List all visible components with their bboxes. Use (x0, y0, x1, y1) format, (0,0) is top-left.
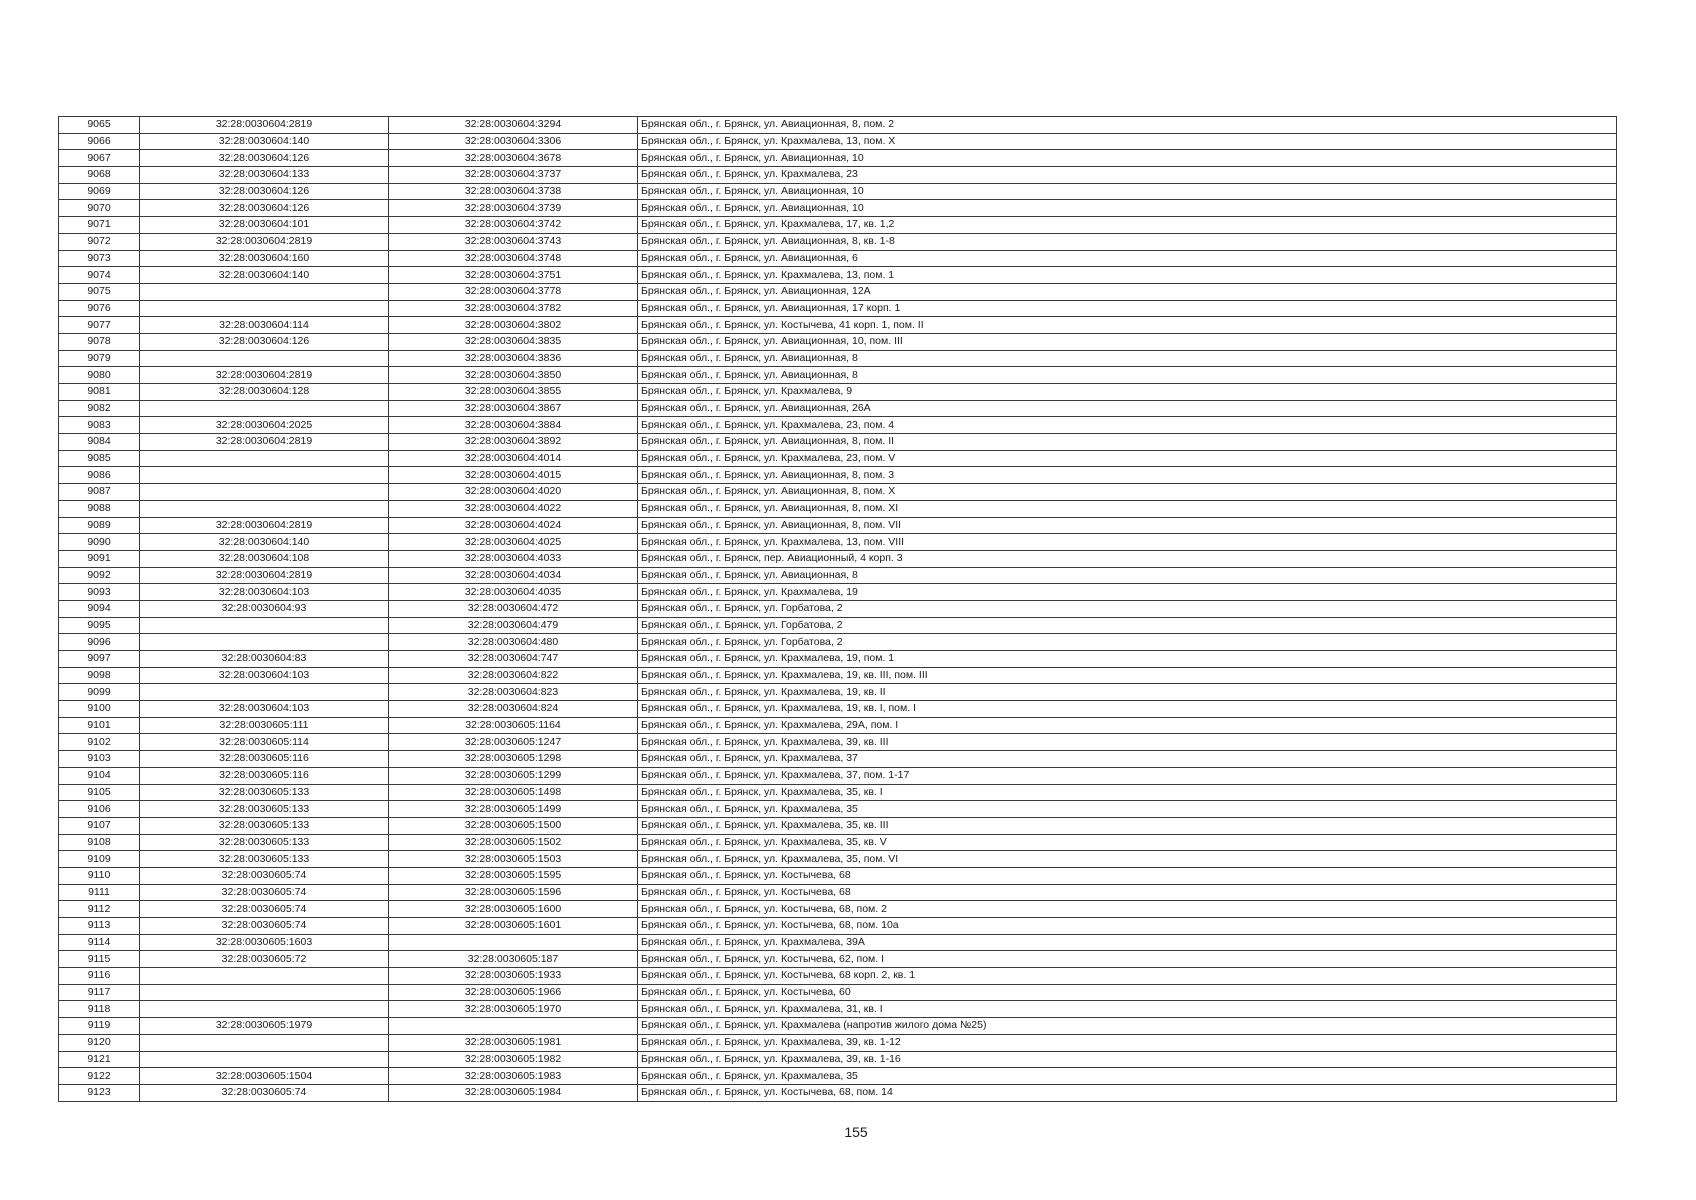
table-row (59, 333, 1617, 350)
table-row (59, 984, 1617, 1001)
object-cadastral-number-cell: 32:28:0030605:1500 (389, 817, 638, 834)
land-cadastral-number-cell: 32:28:0030605:74 (140, 1084, 389, 1101)
row-number-cell: 9100 (59, 701, 140, 718)
address-cell: Брянская обл., г. Брянск, ул. Костычева, 68 (638, 867, 1617, 884)
land-cadastral-number-cell (140, 283, 389, 300)
row-number-cell: 9104 (59, 767, 140, 784)
table-row (59, 183, 1617, 200)
row-number-cell: 9070 (59, 200, 140, 217)
row-number-cell: 9099 (59, 684, 140, 701)
table-row (59, 968, 1617, 985)
object-cadastral-number-cell: 32:28:0030605:1970 (389, 1001, 638, 1018)
row-number-cell: 9071 (59, 217, 140, 234)
address-cell: Брянская обл., г. Брянск, ул. Горбатова, 2 (638, 634, 1617, 651)
table-row (59, 901, 1617, 918)
row-number-cell: 9089 (59, 517, 140, 534)
address-cell: Брянская обл., г. Брянск, ул. Авиационная, 10 (638, 200, 1617, 217)
address-cell: Брянская обл., г. Брянск, пер. Авиационный, 4 корп. 3 (638, 550, 1617, 567)
address-cell: Брянская обл., г. Брянск, ул. Авиационная, 8, пом. X (638, 484, 1617, 501)
row-number-cell: 9076 (59, 300, 140, 317)
land-cadastral-number-cell: 32:28:0030605:116 (140, 767, 389, 784)
table-row (59, 117, 1617, 134)
object-cadastral-number-cell: 32:28:0030604:3738 (389, 183, 638, 200)
row-number-cell: 9085 (59, 450, 140, 467)
table-row (59, 651, 1617, 668)
land-cadastral-number-cell (140, 484, 389, 501)
table-row (59, 1068, 1617, 1085)
row-number-cell: 9123 (59, 1084, 140, 1101)
address-cell: Брянская обл., г. Брянск, ул. Горбатова, 2 (638, 617, 1617, 634)
object-cadastral-number-cell: 32:28:0030604:4015 (389, 467, 638, 484)
land-cadastral-number-cell: 32:28:0030605:111 (140, 717, 389, 734)
row-number-cell: 9093 (59, 584, 140, 601)
table-row (59, 434, 1617, 451)
land-cadastral-number-cell: 32:28:0030604:2025 (140, 417, 389, 434)
address-cell: Брянская обл., г. Брянск, ул. Авиационная, 8 (638, 567, 1617, 584)
land-cadastral-number-cell: 32:28:0030604:2819 (140, 367, 389, 384)
row-number-cell: 9092 (59, 567, 140, 584)
row-number-cell: 9068 (59, 167, 140, 184)
land-cadastral-number-cell: 32:28:0030604:103 (140, 667, 389, 684)
table-row (59, 484, 1617, 501)
table-row (59, 884, 1617, 901)
object-cadastral-number-cell: 32:28:0030604:3743 (389, 233, 638, 250)
land-cadastral-number-cell: 32:28:0030605:72 (140, 951, 389, 968)
row-number-cell: 9117 (59, 984, 140, 1001)
object-cadastral-number-cell: 32:28:0030604:3678 (389, 150, 638, 167)
table-row (59, 550, 1617, 567)
land-cadastral-number-cell: 32:28:0030604:126 (140, 200, 389, 217)
address-cell: Брянская обл., г. Брянск, ул. Авиационная, 8 (638, 350, 1617, 367)
land-cadastral-number-cell: 32:28:0030604:140 (140, 267, 389, 284)
row-number-cell: 9083 (59, 417, 140, 434)
table-row (59, 684, 1617, 701)
address-cell: Брянская обл., г. Брянск, ул. Крахмалева, 23, пом. V (638, 450, 1617, 467)
row-number-cell: 9094 (59, 600, 140, 617)
object-cadastral-number-cell: 32:28:0030604:3294 (389, 117, 638, 134)
object-cadastral-number-cell: 32:28:0030605:1983 (389, 1068, 638, 1085)
table-row (59, 867, 1617, 884)
table-row (59, 617, 1617, 634)
table-row (59, 300, 1617, 317)
object-cadastral-number-cell: 32:28:0030604:822 (389, 667, 638, 684)
address-cell: Брянская обл., г. Брянск, ул. Крахмалева, 39, кв. III (638, 734, 1617, 751)
row-number-cell: 9107 (59, 817, 140, 834)
row-number-cell: 9103 (59, 751, 140, 768)
object-cadastral-number-cell: 32:28:0030604:3884 (389, 417, 638, 434)
object-cadastral-number-cell: 32:28:0030605:1984 (389, 1084, 638, 1101)
address-cell: Брянская обл., г. Брянск, ул. Авиационная, 10 (638, 183, 1617, 200)
table-row (59, 1001, 1617, 1018)
row-number-cell: 9082 (59, 400, 140, 417)
object-cadastral-number-cell: 32:28:0030605:1981 (389, 1034, 638, 1051)
row-number-cell: 9105 (59, 784, 140, 801)
object-cadastral-number-cell: 32:28:0030605:1982 (389, 1051, 638, 1068)
land-cadastral-number-cell: 32:28:0030604:103 (140, 584, 389, 601)
object-cadastral-number-cell: 32:28:0030604:3782 (389, 300, 638, 317)
row-number-cell: 9080 (59, 367, 140, 384)
land-cadastral-number-cell: 32:28:0030604:93 (140, 600, 389, 617)
table-row (59, 784, 1617, 801)
address-cell: Брянская обл., г. Брянск, ул. Костычева, 68, пом. 14 (638, 1084, 1617, 1101)
object-cadastral-number-cell: 32:28:0030605:1595 (389, 867, 638, 884)
address-cell: Брянская обл., г. Брянск, ул. Авиационная, 8, пом. 2 (638, 117, 1617, 134)
land-cadastral-number-cell: 32:28:0030604:101 (140, 217, 389, 234)
land-cadastral-number-cell: 32:28:0030605:1603 (140, 934, 389, 951)
object-cadastral-number-cell: 32:28:0030604:747 (389, 651, 638, 668)
table-row (59, 250, 1617, 267)
row-number-cell: 9090 (59, 534, 140, 551)
table-row (59, 400, 1617, 417)
object-cadastral-number-cell: 32:28:0030605:1502 (389, 834, 638, 851)
object-cadastral-number-cell: 32:28:0030605:1966 (389, 984, 638, 1001)
address-cell: Брянская обл., г. Брянск, ул. Крахмалева, 31, кв. I (638, 1001, 1617, 1018)
object-cadastral-number-cell: 32:28:0030604:472 (389, 600, 638, 617)
object-cadastral-number-cell: 32:28:0030604:4024 (389, 517, 638, 534)
address-cell: Брянская обл., г. Брянск, ул. Авиационная, 8, пом. II (638, 434, 1617, 451)
table-row (59, 600, 1617, 617)
row-number-cell: 9078 (59, 333, 140, 350)
object-cadastral-number-cell: 32:28:0030604:3751 (389, 267, 638, 284)
address-cell: Брянская обл., г. Брянск, ул. Крахмалева, 35, кв. I (638, 784, 1617, 801)
registry-table (58, 116, 1617, 1102)
table-row (59, 717, 1617, 734)
row-number-cell: 9113 (59, 918, 140, 935)
row-number-cell: 9115 (59, 951, 140, 968)
object-cadastral-number-cell: 32:28:0030605:1299 (389, 767, 638, 784)
object-cadastral-number-cell: 32:28:0030604:4034 (389, 567, 638, 584)
address-cell: Брянская обл., г. Брянск, ул. Крахмалева, 35, кв. III (638, 817, 1617, 834)
table-row (59, 517, 1617, 534)
table-row (59, 1084, 1617, 1101)
object-cadastral-number-cell: 32:28:0030604:3850 (389, 367, 638, 384)
address-cell: Брянская обл., г. Брянск, ул. Костычева, 68 (638, 884, 1617, 901)
table-row (59, 701, 1617, 718)
address-cell: Брянская обл., г. Брянск, ул. Крахмалева, 39, кв. 1-16 (638, 1051, 1617, 1068)
table-row (59, 233, 1617, 250)
land-cadastral-number-cell: 32:28:0030605:116 (140, 751, 389, 768)
object-cadastral-number-cell: 32:28:0030604:3836 (389, 350, 638, 367)
address-cell: Брянская обл., г. Брянск, ул. Костычева, 41 корп. 1, пом. II (638, 317, 1617, 334)
object-cadastral-number-cell: 32:28:0030604:4033 (389, 550, 638, 567)
table-row (59, 1018, 1617, 1035)
land-cadastral-number-cell: 32:28:0030604:160 (140, 250, 389, 267)
table-row (59, 500, 1617, 517)
address-cell: Брянская обл., г. Брянск, ул. Авиационная, 12А (638, 283, 1617, 300)
table-row (59, 817, 1617, 834)
table-row (59, 317, 1617, 334)
land-cadastral-number-cell: 32:28:0030605:74 (140, 884, 389, 901)
address-cell: Брянская обл., г. Брянск, ул. Крахмалева, 19, кв. II (638, 684, 1617, 701)
object-cadastral-number-cell: 32:28:0030605:1164 (389, 717, 638, 734)
address-cell: Брянская обл., г. Брянск, ул. Крахмалева, 19, пом. 1 (638, 651, 1617, 668)
land-cadastral-number-cell (140, 617, 389, 634)
table-row (59, 567, 1617, 584)
address-cell: Брянская обл., г. Брянск, ул. Авиационная, 8, пом. XI (638, 500, 1617, 517)
table-row (59, 534, 1617, 551)
land-cadastral-number-cell (140, 450, 389, 467)
object-cadastral-number-cell: 32:28:0030605:1503 (389, 851, 638, 868)
object-cadastral-number-cell: 32:28:0030604:4014 (389, 450, 638, 467)
table-row (59, 801, 1617, 818)
land-cadastral-number-cell (140, 300, 389, 317)
object-cadastral-number-cell (389, 1018, 638, 1035)
row-number-cell: 9121 (59, 1051, 140, 1068)
row-number-cell: 9097 (59, 651, 140, 668)
object-cadastral-number-cell: 32:28:0030604:3748 (389, 250, 638, 267)
address-cell: Брянская обл., г. Брянск, ул. Крахмалева, 39, кв. 1-12 (638, 1034, 1617, 1051)
object-cadastral-number-cell: 32:28:0030605:1933 (389, 968, 638, 985)
table-row (59, 918, 1617, 935)
land-cadastral-number-cell: 32:28:0030605:74 (140, 867, 389, 884)
address-cell: Брянская обл., г. Брянск, ул. Крахмалева, 19, кв. III, пом. III (638, 667, 1617, 684)
table-row (59, 834, 1617, 851)
address-cell: Брянская обл., г. Брянск, ул. Крахмалева, 37 (638, 751, 1617, 768)
row-number-cell: 9086 (59, 467, 140, 484)
row-number-cell: 9072 (59, 233, 140, 250)
address-cell: Брянская обл., г. Брянск, ул. Крахмалева, 13, пом. X (638, 133, 1617, 150)
row-number-cell: 9118 (59, 1001, 140, 1018)
row-number-cell: 9098 (59, 667, 140, 684)
address-cell: Брянская обл., г. Брянск, ул. Крахмалева, 23, пом. 4 (638, 417, 1617, 434)
object-cadastral-number-cell: 32:28:0030604:3742 (389, 217, 638, 234)
land-cadastral-number-cell: 32:28:0030605:133 (140, 834, 389, 851)
object-cadastral-number-cell: 32:28:0030604:3737 (389, 167, 638, 184)
row-number-cell: 9084 (59, 434, 140, 451)
row-number-cell: 9067 (59, 150, 140, 167)
object-cadastral-number-cell: 32:28:0030605:1601 (389, 918, 638, 935)
land-cadastral-number-cell: 32:28:0030605:133 (140, 784, 389, 801)
land-cadastral-number-cell (140, 968, 389, 985)
address-cell: Брянская обл., г. Брянск, ул. Горбатова, 2 (638, 600, 1617, 617)
address-cell: Брянская обл., г. Брянск, ул. Авиационная, 8, кв. 1-8 (638, 233, 1617, 250)
land-cadastral-number-cell (140, 984, 389, 1001)
land-cadastral-number-cell: 32:28:0030604:103 (140, 701, 389, 718)
row-number-cell: 9102 (59, 734, 140, 751)
land-cadastral-number-cell: 32:28:0030604:2819 (140, 517, 389, 534)
object-cadastral-number-cell: 32:28:0030604:3739 (389, 200, 638, 217)
land-cadastral-number-cell: 32:28:0030604:126 (140, 150, 389, 167)
land-cadastral-number-cell: 32:28:0030604:133 (140, 167, 389, 184)
address-cell: Брянская обл., г. Брянск, ул. Авиационная, 10 (638, 150, 1617, 167)
table-row (59, 150, 1617, 167)
table-row (59, 667, 1617, 684)
object-cadastral-number-cell: 32:28:0030605:1247 (389, 734, 638, 751)
address-cell: Брянская обл., г. Брянск, ул. Авиационная, 8, пом. VII (638, 517, 1617, 534)
land-cadastral-number-cell (140, 400, 389, 417)
object-cadastral-number-cell: 32:28:0030604:824 (389, 701, 638, 718)
address-cell: Брянская обл., г. Брянск, ул. Крахмалева, 29А, пом. I (638, 717, 1617, 734)
object-cadastral-number-cell: 32:28:0030604:3867 (389, 400, 638, 417)
address-cell: Брянская обл., г. Брянск, ул. Крахмалева, 23 (638, 167, 1617, 184)
land-cadastral-number-cell: 32:28:0030604:108 (140, 550, 389, 567)
row-number-cell: 9119 (59, 1018, 140, 1035)
land-cadastral-number-cell (140, 1051, 389, 1068)
row-number-cell: 9096 (59, 634, 140, 651)
object-cadastral-number-cell: 32:28:0030604:4035 (389, 584, 638, 601)
row-number-cell: 9101 (59, 717, 140, 734)
table-row (59, 634, 1617, 651)
table-row (59, 767, 1617, 784)
row-number-cell: 9073 (59, 250, 140, 267)
row-number-cell: 9081 (59, 384, 140, 401)
row-number-cell: 9065 (59, 117, 140, 134)
object-cadastral-number-cell: 32:28:0030604:479 (389, 617, 638, 634)
land-cadastral-number-cell: 32:28:0030604:126 (140, 183, 389, 200)
table-row (59, 934, 1617, 951)
address-cell: Брянская обл., г. Брянск, ул. Крахмалева, 19 (638, 584, 1617, 601)
land-cadastral-number-cell (140, 684, 389, 701)
object-cadastral-number-cell: 32:28:0030604:823 (389, 684, 638, 701)
table-row (59, 1051, 1617, 1068)
table-row (59, 734, 1617, 751)
land-cadastral-number-cell (140, 1034, 389, 1051)
table-row (59, 283, 1617, 300)
address-cell: Брянская обл., г. Брянск, ул. Авиационная, 8, пом. 3 (638, 467, 1617, 484)
land-cadastral-number-cell: 32:28:0030604:140 (140, 534, 389, 551)
object-cadastral-number-cell: 32:28:0030605:1298 (389, 751, 638, 768)
object-cadastral-number-cell: 32:28:0030604:4025 (389, 534, 638, 551)
land-cadastral-number-cell: 32:28:0030605:74 (140, 918, 389, 935)
land-cadastral-number-cell: 32:28:0030604:83 (140, 651, 389, 668)
row-number-cell: 9075 (59, 283, 140, 300)
table-row (59, 200, 1617, 217)
land-cadastral-number-cell: 32:28:0030605:133 (140, 851, 389, 868)
row-number-cell: 9087 (59, 484, 140, 501)
page-number: 155 (844, 1124, 868, 1140)
object-cadastral-number-cell: 32:28:0030604:480 (389, 634, 638, 651)
land-cadastral-number-cell (140, 1001, 389, 1018)
row-number-cell: 9079 (59, 350, 140, 367)
address-cell: Брянская обл., г. Брянск, ул. Крахмалева, 17, кв. 1,2 (638, 217, 1617, 234)
table-row (59, 167, 1617, 184)
row-number-cell: 9112 (59, 901, 140, 918)
address-cell: Брянская обл., г. Брянск, ул. Костычева, 68 корп. 2, кв. 1 (638, 968, 1617, 985)
object-cadastral-number-cell: 32:28:0030604:4020 (389, 484, 638, 501)
object-cadastral-number-cell: 32:28:0030604:3855 (389, 384, 638, 401)
address-cell: Брянская обл., г. Брянск, ул. Авиационная, 26А (638, 400, 1617, 417)
address-cell: Брянская обл., г. Брянск, ул. Крахмалева, 37, пом. 1-17 (638, 767, 1617, 784)
table-row (59, 584, 1617, 601)
table-row (59, 133, 1617, 150)
object-cadastral-number-cell: 32:28:0030604:3835 (389, 333, 638, 350)
row-number-cell: 9088 (59, 500, 140, 517)
address-cell: Брянская обл., г. Брянск, ул. Крахмалева, 35, кв. V (638, 834, 1617, 851)
row-number-cell: 9074 (59, 267, 140, 284)
address-cell: Брянская обл., г. Брянск, ул. Крахмалева, 19, кв. I, пом. I (638, 701, 1617, 718)
table-row (59, 851, 1617, 868)
object-cadastral-number-cell: 32:28:0030604:3802 (389, 317, 638, 334)
table-row (59, 267, 1617, 284)
land-cadastral-number-cell: 32:28:0030605:1504 (140, 1068, 389, 1085)
row-number-cell: 9122 (59, 1068, 140, 1085)
land-cadastral-number-cell: 32:28:0030604:140 (140, 133, 389, 150)
row-number-cell: 9077 (59, 317, 140, 334)
table-row (59, 417, 1617, 434)
table-row (59, 751, 1617, 768)
object-cadastral-number-cell: 32:28:0030605:1499 (389, 801, 638, 818)
row-number-cell: 9110 (59, 867, 140, 884)
address-cell: Брянская обл., г. Брянск, ул. Крахмалева (напротив жилого дома №25) (638, 1018, 1617, 1035)
land-cadastral-number-cell (140, 467, 389, 484)
address-cell: Брянская обл., г. Брянск, ул. Костычева, 68, пом. 2 (638, 901, 1617, 918)
land-cadastral-number-cell: 32:28:0030604:2819 (140, 117, 389, 134)
address-cell: Брянская обл., г. Брянск, ул. Крахмалева, 13, пом. VIII (638, 534, 1617, 551)
land-cadastral-number-cell: 32:28:0030605:74 (140, 901, 389, 918)
row-number-cell: 9109 (59, 851, 140, 868)
object-cadastral-number-cell: 32:28:0030604:3778 (389, 283, 638, 300)
address-cell: Брянская обл., г. Брянск, ул. Авиационная, 17 корп. 1 (638, 300, 1617, 317)
address-cell: Брянская обл., г. Брянск, ул. Крахмалева, 39А (638, 934, 1617, 951)
land-cadastral-number-cell: 32:28:0030605:133 (140, 817, 389, 834)
land-cadastral-number-cell (140, 634, 389, 651)
address-cell: Брянская обл., г. Брянск, ул. Авиационная, 6 (638, 250, 1617, 267)
table-row (59, 1034, 1617, 1051)
object-cadastral-number-cell: 32:28:0030605:1498 (389, 784, 638, 801)
land-cadastral-number-cell: 32:28:0030604:114 (140, 317, 389, 334)
land-cadastral-number-cell: 32:28:0030605:133 (140, 801, 389, 818)
land-cadastral-number-cell: 32:28:0030604:2819 (140, 567, 389, 584)
address-cell: Брянская обл., г. Брянск, ул. Крахмалева, 9 (638, 384, 1617, 401)
table-row (59, 467, 1617, 484)
table-row (59, 450, 1617, 467)
object-cadastral-number-cell: 32:28:0030605:187 (389, 951, 638, 968)
land-cadastral-number-cell: 32:28:0030605:114 (140, 734, 389, 751)
address-cell: Брянская обл., г. Брянск, ул. Крахмалева, 35 (638, 801, 1617, 818)
object-cadastral-number-cell: 32:28:0030604:3306 (389, 133, 638, 150)
table-row (59, 350, 1617, 367)
address-cell: Брянская обл., г. Брянск, ул. Костычева, 60 (638, 984, 1617, 1001)
land-cadastral-number-cell: 32:28:0030604:2819 (140, 434, 389, 451)
address-cell: Брянская обл., г. Брянск, ул. Костычева, 62, пом. I (638, 951, 1617, 968)
table-row (59, 367, 1617, 384)
table-row (59, 384, 1617, 401)
object-cadastral-number-cell: 32:28:0030605:1600 (389, 901, 638, 918)
address-cell: Брянская обл., г. Брянск, ул. Авиационная, 10, пом. III (638, 333, 1617, 350)
row-number-cell: 9108 (59, 834, 140, 851)
object-cadastral-number-cell: 32:28:0030605:1596 (389, 884, 638, 901)
object-cadastral-number-cell: 32:28:0030604:3892 (389, 434, 638, 451)
row-number-cell: 9069 (59, 183, 140, 200)
land-cadastral-number-cell (140, 350, 389, 367)
row-number-cell: 9106 (59, 801, 140, 818)
address-cell: Брянская обл., г. Брянск, ул. Костычева, 68, пом. 10а (638, 918, 1617, 935)
land-cadastral-number-cell: 32:28:0030604:128 (140, 384, 389, 401)
land-cadastral-number-cell (140, 500, 389, 517)
object-cadastral-number-cell: 32:28:0030604:4022 (389, 500, 638, 517)
land-cadastral-number-cell: 32:28:0030604:126 (140, 333, 389, 350)
table-row (59, 217, 1617, 234)
row-number-cell: 9111 (59, 884, 140, 901)
address-cell: Брянская обл., г. Брянск, ул. Крахмалева, 35 (638, 1068, 1617, 1085)
row-number-cell: 9114 (59, 934, 140, 951)
row-number-cell: 9095 (59, 617, 140, 634)
row-number-cell: 9116 (59, 968, 140, 985)
address-cell: Брянская обл., г. Брянск, ул. Авиационная, 8 (638, 367, 1617, 384)
table-row (59, 951, 1617, 968)
row-number-cell: 9066 (59, 133, 140, 150)
address-cell: Брянская обл., г. Брянск, ул. Крахмалева, 13, пом. 1 (638, 267, 1617, 284)
address-cell: Брянская обл., г. Брянск, ул. Крахмалева, 35, пом. VI (638, 851, 1617, 868)
row-number-cell: 9120 (59, 1034, 140, 1051)
land-cadastral-number-cell: 32:28:0030605:1979 (140, 1018, 389, 1035)
land-cadastral-number-cell: 32:28:0030604:2819 (140, 233, 389, 250)
registry-table-body (59, 117, 1617, 1102)
object-cadastral-number-cell (389, 934, 638, 951)
row-number-cell: 9091 (59, 550, 140, 567)
